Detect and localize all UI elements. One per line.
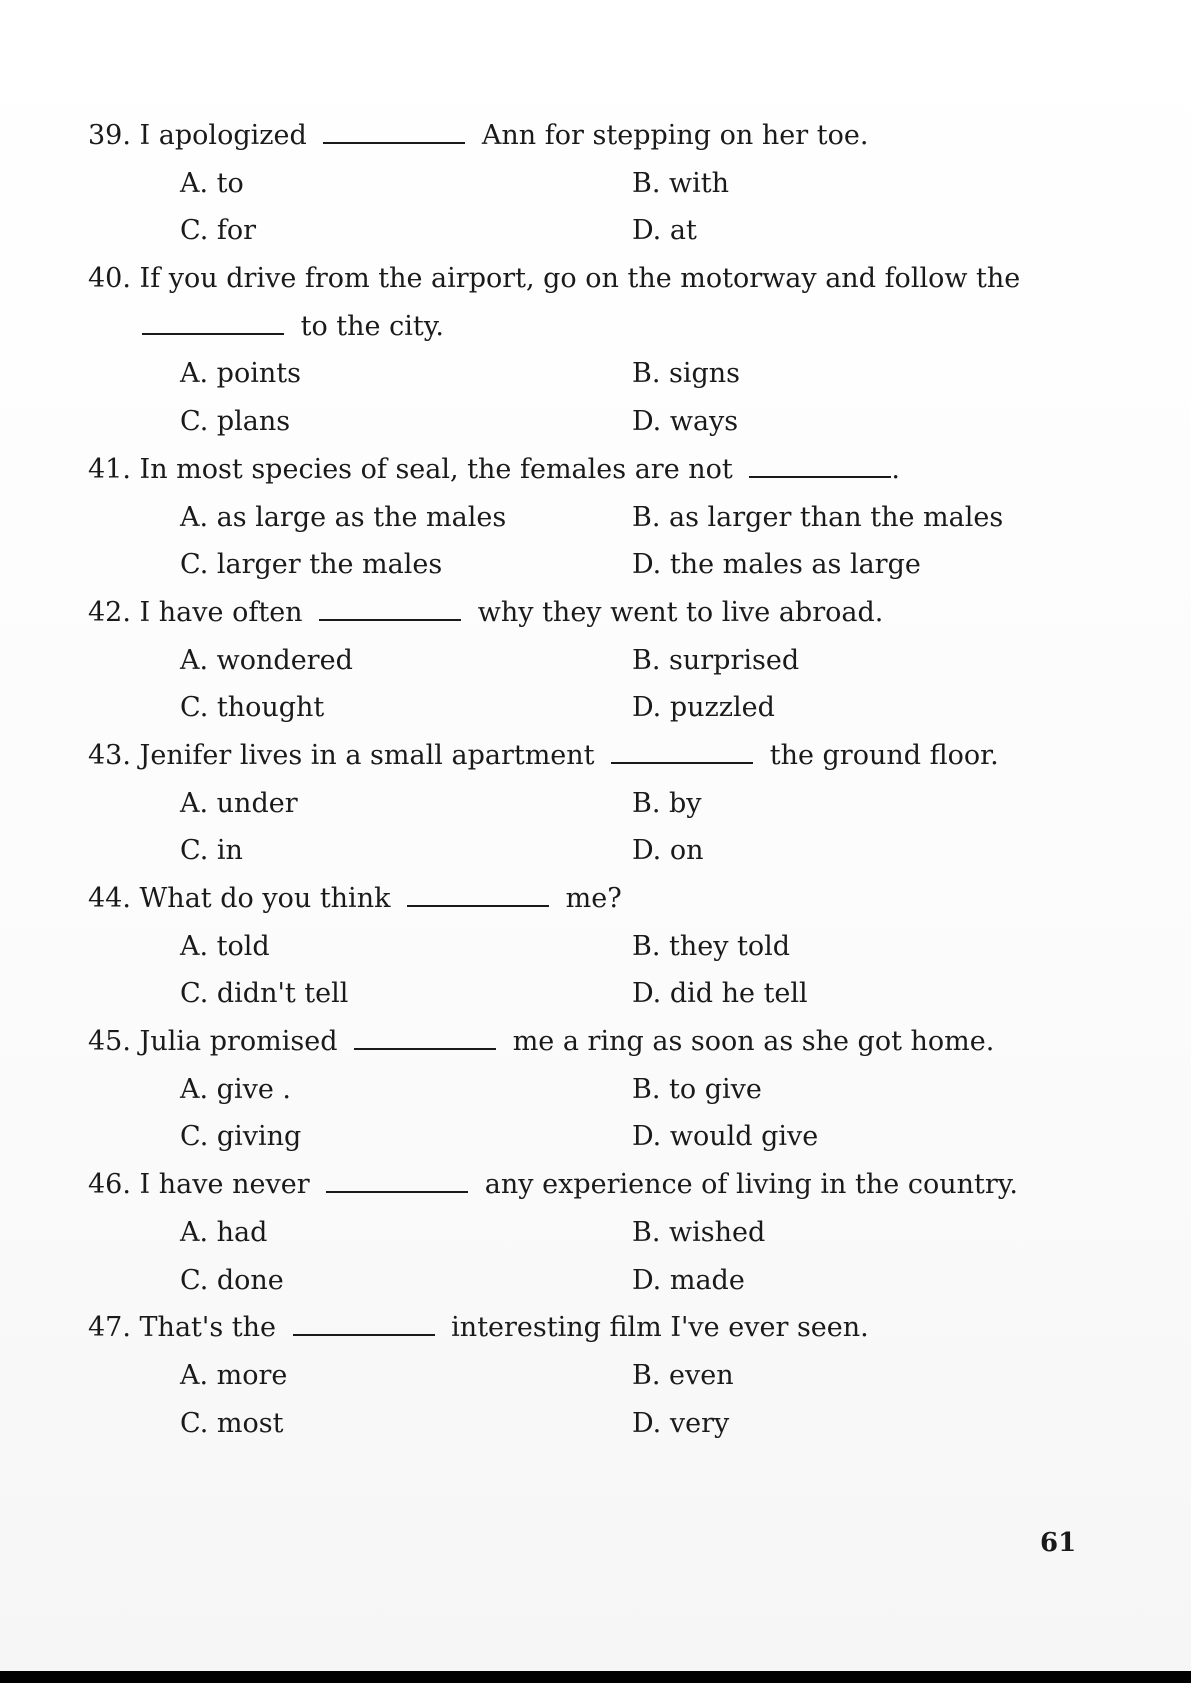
options-row: [88, 350, 1108, 398]
question-text-before: I have never: [139, 1169, 310, 1201]
question-42: [88, 589, 1108, 637]
option-b: B. with: [632, 167, 729, 199]
option-b: B. by: [632, 787, 702, 819]
question-text-before: Julia promised: [139, 1026, 338, 1058]
option-c: C. plans: [180, 406, 291, 438]
question-46: [88, 1161, 1108, 1209]
question-41: [88, 446, 1108, 494]
option-b: B. wished: [632, 1216, 766, 1248]
options-row: [88, 160, 1108, 208]
question-text-after: Ann for stepping on her toe.: [481, 120, 869, 151]
question-text-after: me a ring as soon as she got home.: [512, 1026, 995, 1058]
options-row: [88, 780, 1108, 828]
option-d: D. at: [632, 215, 697, 247]
answer-blank: [354, 1028, 496, 1050]
option-c: C. giving: [180, 1121, 302, 1153]
question-text-after: why they went to live abroad.: [477, 596, 884, 628]
option-b: B. surprised: [632, 644, 800, 676]
question-40-continuation: [88, 303, 1108, 351]
question-text-before: Jenifer lives in a small apartment: [139, 739, 595, 771]
option-b: B. to give: [632, 1073, 762, 1105]
option-c: C. thought: [180, 692, 325, 724]
option-d: D. on: [632, 835, 704, 867]
option-a: A. more: [180, 1359, 288, 1391]
option-a: A. to: [180, 167, 244, 199]
options-row: [88, 1352, 1108, 1400]
option-b: B. they told: [632, 930, 791, 962]
question-text-after: interesting film I've ever seen.: [451, 1312, 869, 1344]
question-text-before: I have often: [139, 596, 303, 628]
question-number: 42.: [88, 596, 131, 628]
question-number: 45.: [88, 1026, 131, 1058]
question-list: [88, 112, 1108, 1447]
question-43: [88, 732, 1108, 780]
option-d: D. very: [632, 1407, 730, 1439]
answer-blank: [326, 1171, 468, 1193]
question-47: [88, 1304, 1108, 1352]
option-a: A. give .: [180, 1073, 291, 1105]
page-number: 61: [1040, 1528, 1077, 1558]
question-number: 44.: [88, 883, 131, 914]
question-40: [88, 255, 1108, 303]
option-d: D. did he tell: [632, 978, 808, 1010]
option-c: C. most: [180, 1407, 284, 1439]
answer-blank: [319, 599, 461, 621]
option-a: A. as large as the males: [180, 501, 507, 533]
options-row: [88, 541, 1108, 589]
options-row: [88, 1400, 1108, 1448]
question-text-after: .: [891, 453, 900, 485]
option-c: C. done: [180, 1264, 284, 1296]
options-row: [88, 970, 1108, 1018]
question-number: 40.: [88, 263, 131, 295]
options-row: [88, 207, 1108, 255]
option-c: C. larger the males: [180, 549, 443, 581]
question-text-before: That's the: [139, 1312, 276, 1344]
answer-blank: [749, 456, 891, 478]
options-row: [88, 1066, 1108, 1114]
question-text-after: me?: [565, 883, 622, 914]
question-39: [88, 112, 1108, 160]
question-number: 47.: [88, 1312, 131, 1344]
options-row: [88, 494, 1108, 542]
option-c: C. didn't tell: [180, 978, 349, 1010]
answer-blank: [407, 885, 549, 907]
question-44: [88, 875, 1108, 923]
option-d: D. puzzled: [632, 692, 775, 724]
question-text-after: any experience of living in the country.: [484, 1169, 1018, 1201]
question-number: 41.: [88, 453, 131, 485]
option-a: A. had: [180, 1216, 268, 1248]
options-row: [88, 827, 1108, 875]
option-c: C. in: [180, 835, 243, 867]
options-row: [88, 398, 1108, 446]
option-a: A. wondered: [180, 644, 353, 676]
question-text-before: If you drive from the airport, go on the motorway and follow the: [139, 263, 1021, 295]
options-row: [88, 923, 1108, 971]
scan-edge: [0, 1671, 1191, 1683]
option-d: D. ways: [632, 406, 739, 438]
option-b: B. as larger than the males: [632, 501, 1004, 533]
options-row: [88, 637, 1108, 685]
question-text-before: In most species of seal, the females are not: [139, 453, 733, 485]
option-b: B. signs: [632, 358, 741, 390]
answer-blank: [611, 742, 753, 764]
options-row: [88, 684, 1108, 732]
options-row: [88, 1113, 1108, 1161]
question-number: 43.: [88, 739, 131, 771]
option-a: A. under: [180, 787, 298, 819]
question-text-before: I apologized: [139, 120, 307, 151]
option-c: C. for: [180, 215, 257, 247]
option-a: A. points: [180, 358, 301, 390]
option-d: D. the males as large: [632, 549, 921, 581]
options-row: [88, 1257, 1108, 1305]
question-text-after: to the city.: [300, 310, 444, 342]
option-b: B. even: [632, 1359, 734, 1391]
answer-blank: [323, 122, 465, 144]
answer-blank: [142, 313, 284, 335]
question-text-after: the ground floor.: [769, 739, 999, 771]
question-number: 39.: [88, 120, 131, 151]
options-row: [88, 1209, 1108, 1257]
option-d: D. would give: [632, 1121, 819, 1153]
question-number: 46.: [88, 1169, 131, 1201]
question-text-before: What do you think: [139, 883, 391, 914]
option-d: D. made: [632, 1264, 745, 1296]
question-45: [88, 1018, 1108, 1066]
option-a: A. told: [180, 930, 270, 962]
answer-blank: [293, 1314, 435, 1336]
